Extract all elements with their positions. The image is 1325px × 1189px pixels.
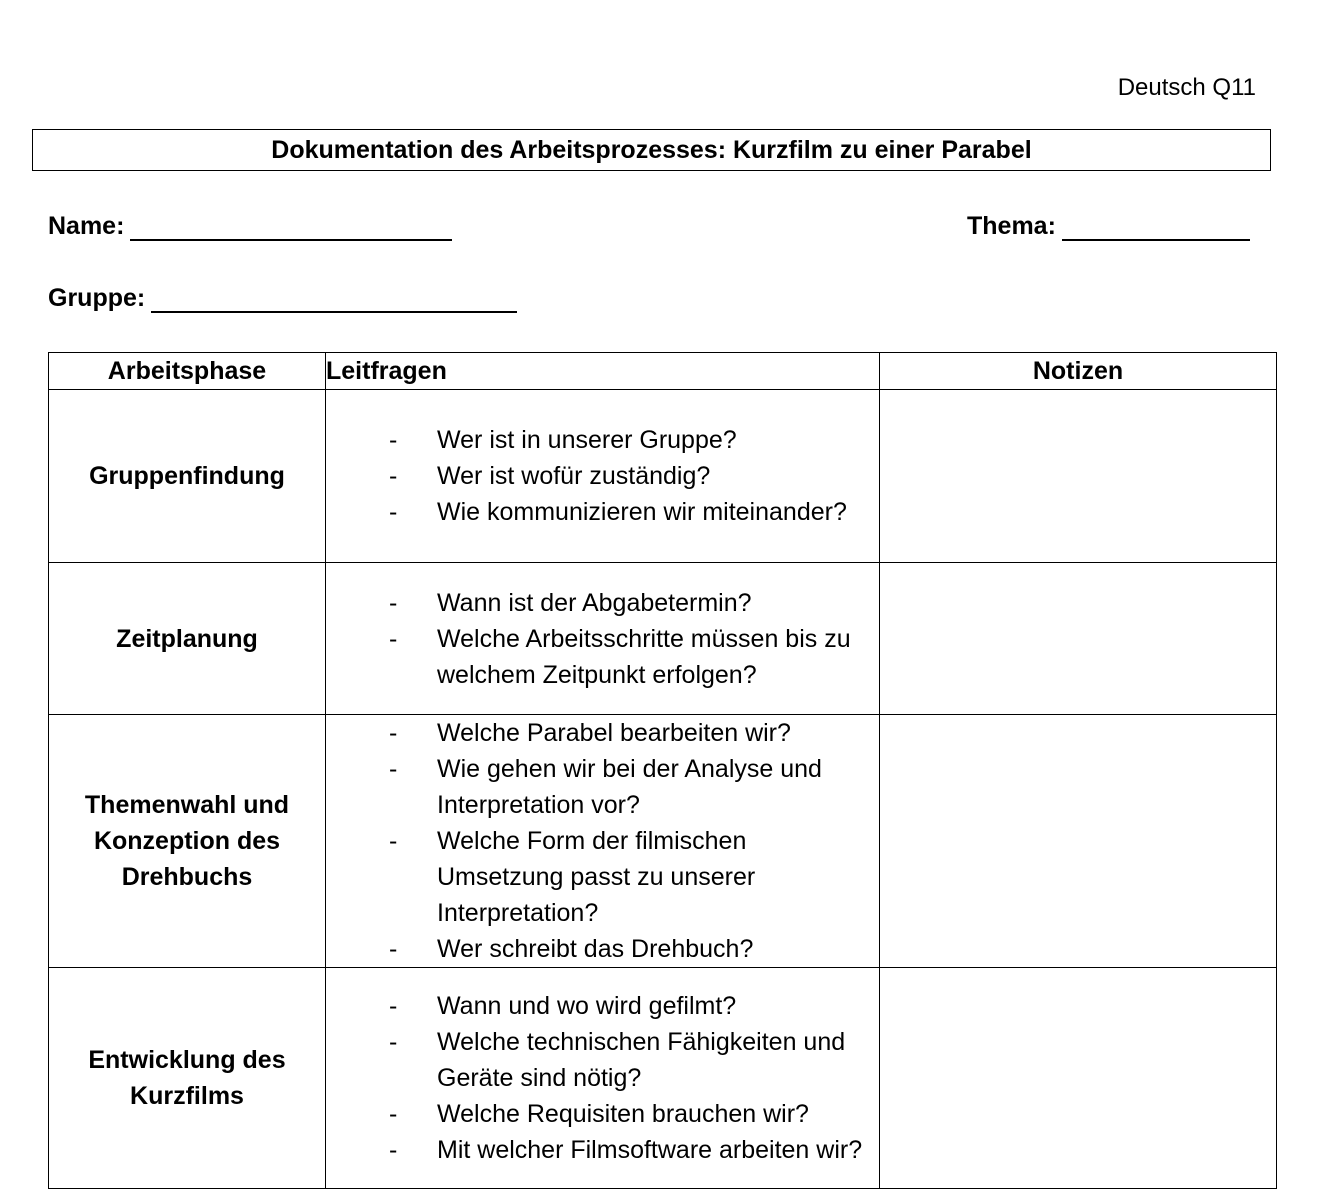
course-label: Deutsch Q11 (1117, 74, 1256, 101)
notes-cell[interactable] (880, 390, 1277, 563)
thema-blank-line[interactable] (1062, 217, 1250, 241)
thema-label: Thema: (967, 212, 1056, 240)
question-item: - Welche Parabel bearbeiten wir? (326, 715, 869, 751)
question-list (326, 585, 879, 693)
phase-cell (49, 715, 326, 968)
worksheet-table (48, 352, 1277, 1189)
document-title-text: Dokumentation des Arbeitsprozesses: Kurzfilm zu einer Parabel (271, 135, 1032, 164)
phase-label: Entwicklung des Kurzfilms (88, 1046, 286, 1110)
phase-label: Themenwahl und Konzeption des Drehbuchs (84, 791, 290, 891)
gruppe-label: Gruppe: (48, 284, 146, 312)
questions-cell (326, 715, 880, 968)
name-blank-line[interactable] (130, 217, 452, 241)
name-field (48, 212, 452, 241)
phase-cell (49, 968, 326, 1189)
questions-cell (326, 563, 880, 715)
notes-cell[interactable] (880, 968, 1277, 1189)
table-row (49, 563, 1277, 715)
thema-field (967, 212, 1250, 241)
phase-cell: Gruppenfindung (49, 390, 326, 563)
question-item: - Wer ist wofür zuständig? (326, 458, 869, 494)
table-row (49, 715, 1277, 968)
notes-cell[interactable] (880, 715, 1277, 968)
question-item: - Welche technischen Fähigkeiten und Geräte sind nötig? (326, 1024, 869, 1096)
questions-cell (326, 390, 880, 563)
phase-cell: Zeitplanung (49, 563, 326, 715)
header-notizen: Notizen (880, 353, 1277, 390)
question-item: - Wie kommunizieren wir miteinander? (326, 494, 869, 530)
table-header-row (49, 353, 1277, 390)
question-item: - Mit welcher Filmsoftware arbeiten wir? (326, 1132, 869, 1168)
question-list (326, 715, 879, 967)
name-label: Name: (48, 212, 125, 240)
questions-cell (326, 968, 880, 1189)
header-leitfragen: Leitfragen (326, 353, 880, 390)
question-item: - Welche Form der filmischen Umsetzung passt zu unserer Interpretation? (326, 823, 869, 931)
question-item: - Welche Requisiten brauchen wir? (326, 1096, 869, 1132)
question-list (326, 988, 879, 1168)
question-item: - Wer schreibt das Drehbuch? (326, 931, 869, 967)
table-row (49, 390, 1277, 563)
question-item: - Welche Arbeitsschritte müssen bis zu welchem Zeitpunkt erfolgen? (326, 621, 869, 693)
gruppe-blank-line[interactable] (151, 289, 517, 313)
gruppe-field (48, 284, 517, 313)
document-title (32, 129, 1271, 171)
question-item: - Wann ist der Abgabetermin? (326, 585, 869, 621)
table-row (49, 968, 1277, 1189)
header-arbeitsphase: Arbeitsphase (49, 353, 326, 390)
question-list (326, 422, 879, 530)
question-item: - Wie gehen wir bei der Analyse und Interpretation vor? (326, 751, 869, 823)
question-item: - Wann und wo wird gefilmt? (326, 988, 869, 1024)
notes-cell[interactable] (880, 563, 1277, 715)
question-item: - Wer ist in unserer Gruppe? (326, 422, 869, 458)
